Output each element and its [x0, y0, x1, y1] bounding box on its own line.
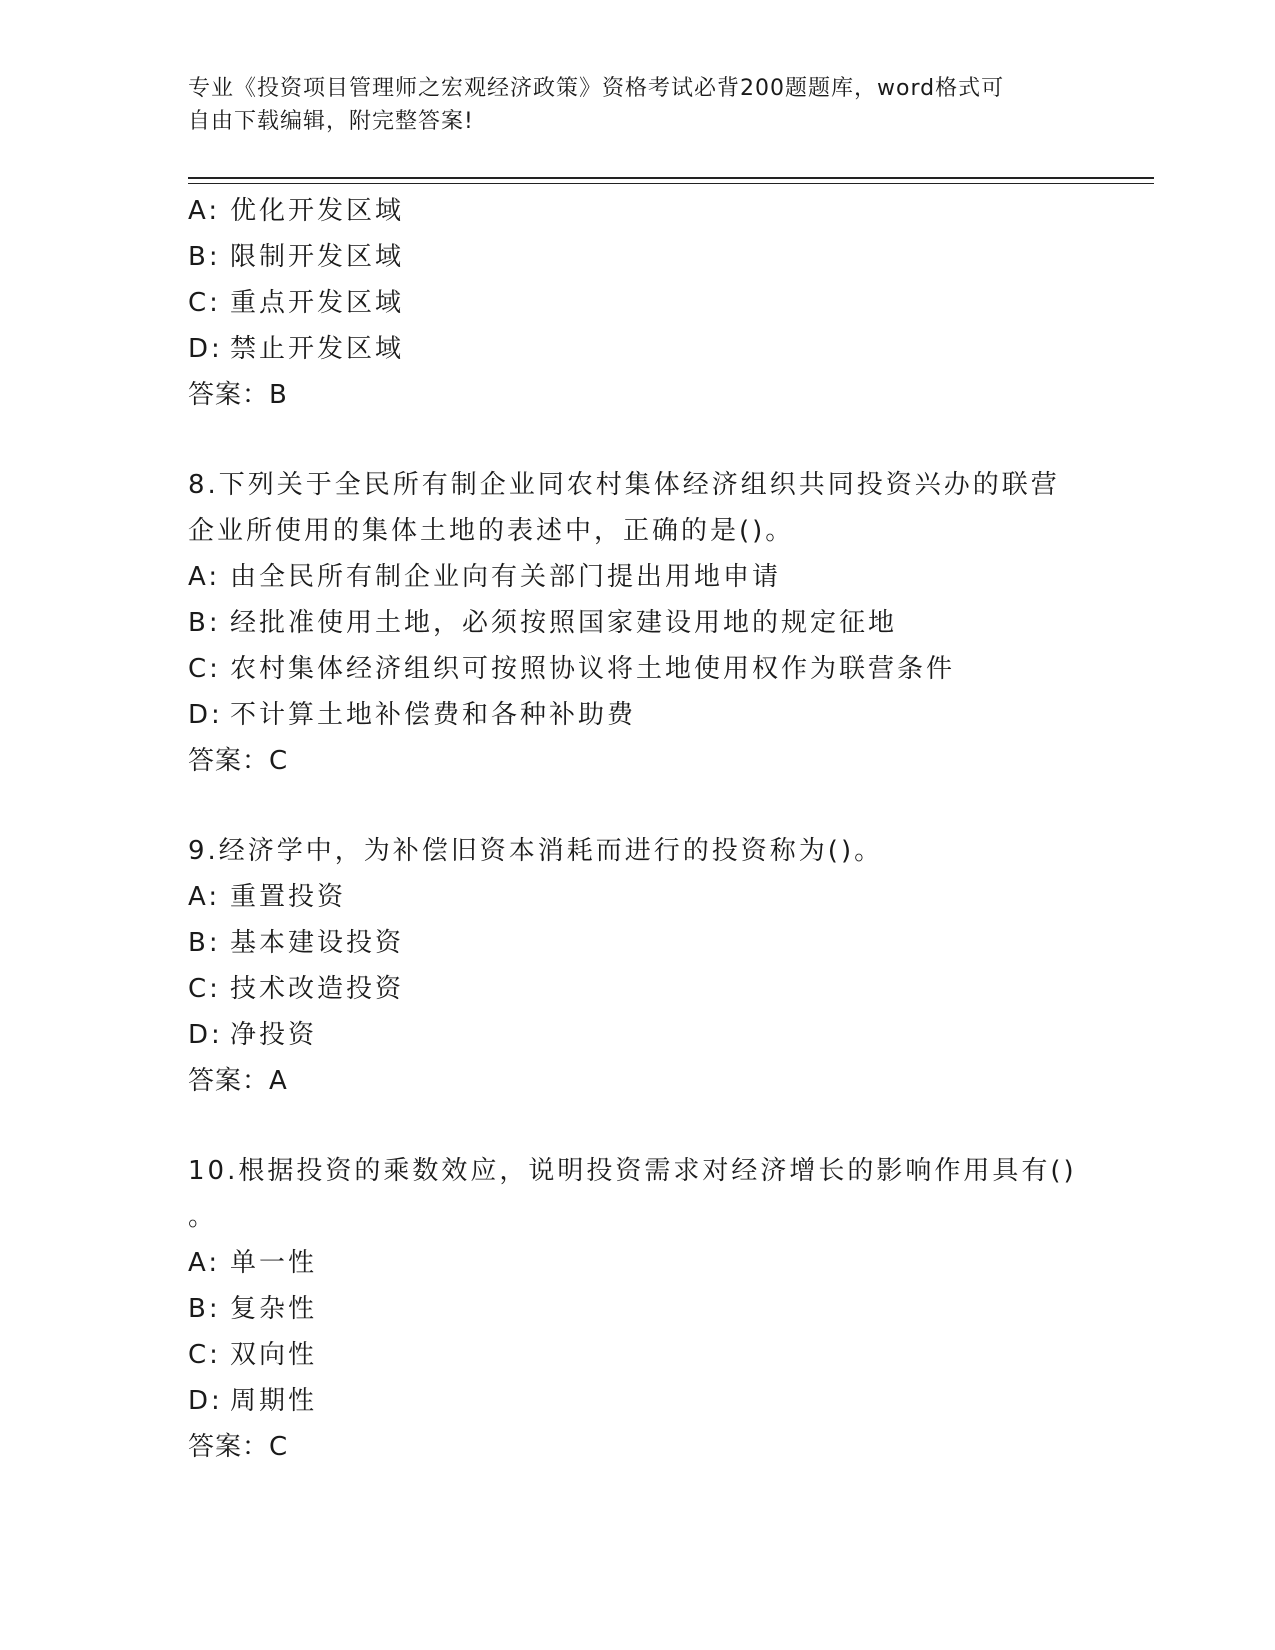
question-list — [188, 188, 1088, 1470]
header-rule-thick — [188, 177, 1154, 179]
option-b: B: 基本建设投资 — [188, 928, 405, 958]
option-c: C: 重点开发区域 — [188, 288, 405, 318]
question-stem-line-1: 9.经济学中，为补偿旧资本消耗而进行的投资称为()。 — [188, 836, 884, 866]
question-7-continued — [188, 188, 1088, 418]
option-a: A: 由全民所有制企业向有关部门提出用地申请 — [188, 562, 782, 592]
option-d: D: 不计算土地补偿费和各种补助费 — [188, 700, 637, 730]
option-a: A: 重置投资 — [188, 882, 347, 912]
question-stem-line-2: 。 — [188, 1202, 218, 1232]
option-d: D: 净投资 — [188, 1020, 318, 1050]
answer-line: 答案：C — [188, 746, 289, 776]
option-b: B: 经批准使用土地，必须按照国家建设用地的规定征地 — [188, 608, 898, 638]
option-c: C: 技术改造投资 — [188, 974, 405, 1004]
question-stem-line-1: 8.下列关于全民所有制企业同农村集体经济组织共同投资兴办的联营 — [188, 470, 1060, 500]
question-9 — [188, 828, 1088, 1104]
question-8 — [188, 462, 1088, 784]
document-header — [188, 72, 1088, 138]
answer-line: 答案：B — [188, 380, 288, 410]
header-line-1: 专业《投资项目管理师之宏观经济政策》资格考试必背200题题库，word格式可 — [188, 76, 1005, 101]
option-d: D: 禁止开发区域 — [188, 334, 405, 364]
answer-line: 答案：A — [188, 1066, 288, 1096]
header-rule-thin — [188, 183, 1154, 184]
option-c: C: 双向性 — [188, 1340, 318, 1370]
option-a: A: 优化开发区域 — [188, 196, 405, 226]
header-line-2: 自由下载编辑，附完整答案! — [188, 109, 474, 134]
question-stem-line-1: 10.根据投资的乘数效应，说明投资需求对经济增长的影响作用具有() — [188, 1156, 1077, 1186]
question-stem-line-2: 企业所使用的集体土地的表述中，正确的是()。 — [188, 516, 795, 546]
option-b: B: 复杂性 — [188, 1294, 318, 1324]
question-10 — [188, 1148, 1088, 1470]
answer-line: 答案：C — [188, 1432, 289, 1462]
option-b: B: 限制开发区域 — [188, 242, 405, 272]
option-c: C: 农村集体经济组织可按照协议将土地使用权作为联营条件 — [188, 654, 956, 684]
option-a: A: 单一性 — [188, 1248, 318, 1278]
option-d: D: 周期性 — [188, 1386, 318, 1416]
